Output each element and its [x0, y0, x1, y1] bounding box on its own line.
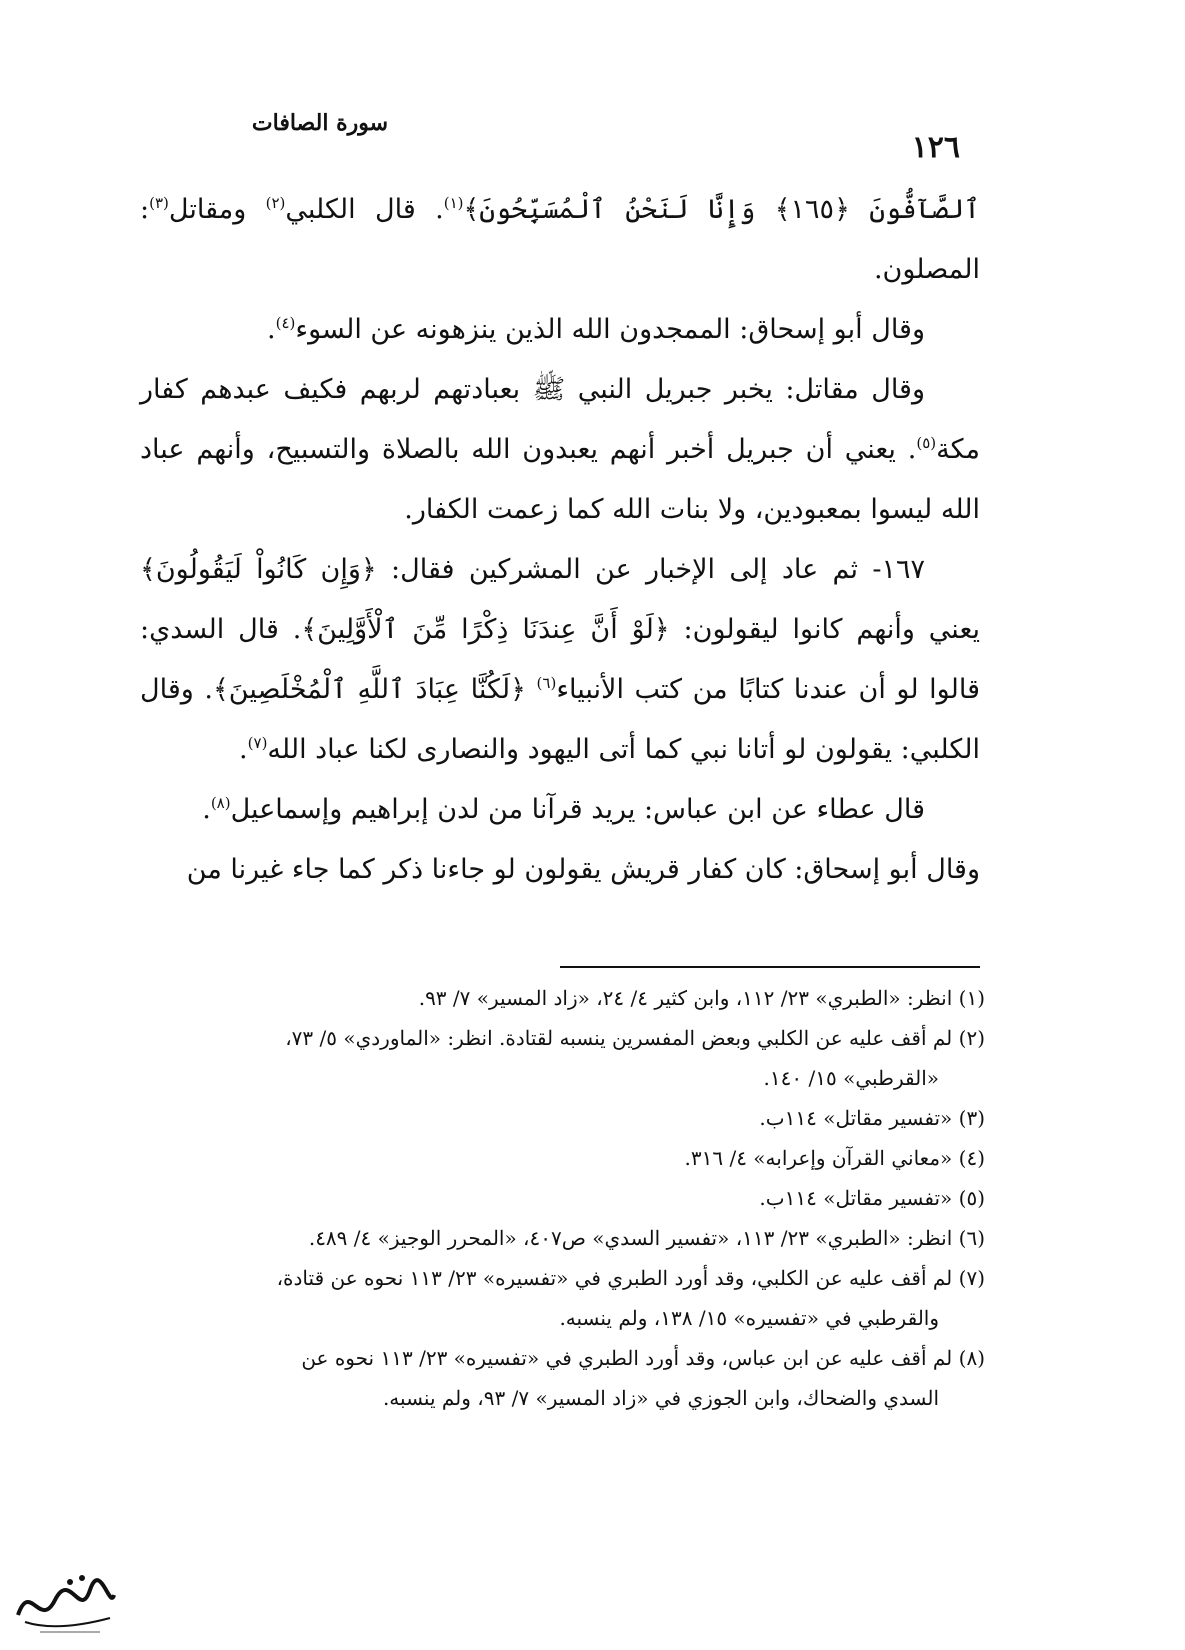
footnote-ref: (١): [443, 194, 464, 212]
text-span: .: [239, 734, 248, 765]
footnote-6: (٦) انظر: «الطبري» ٢٣/ ١١٣، «تفسير السدي» ص٤٠٧، «المحرر الوجيز» ٤/ ٤٨٩.: [308, 1226, 985, 1250]
footnote-4: (٤) «معاني القرآن وإعرابه» ٤/ ٣١٦.: [684, 1146, 985, 1170]
paragraph-6: [140, 840, 980, 900]
footnote-ref: (٧): [247, 734, 268, 752]
text-span: وقال أبو إسحاق: كان كفار قريش يقولون لو جاءنا ذكر كما جاء غيرنا من: [186, 854, 980, 885]
footnote-8: (٨) لم أقف عليه عن ابن عباس، وقد أورد الطبري في «تفسيره» ٢٣/ ١١٣ نحوه عن: [301, 1346, 985, 1370]
footnote-1: (١) انظر: «الطبري» ٢٣/ ١١٢، وابن كثير ٤/ ٢٤، «زاد المسير» ٧/ ٩٣.: [418, 986, 985, 1010]
paragraph-1: [140, 180, 980, 300]
footnote-3: (٣) «تفسير مقاتل» ١١٤ب.: [759, 1106, 985, 1130]
quran-verse: ٱلصَّآفُّونَ ﴿١٦٥﴾ وَإِنَّا لَنَحْنُ ٱلْمُسَبِّحُونَ﴾: [463, 194, 980, 225]
quran-verse: ﴿وَإِن كَانُواْ لَيَقُولُونَ﴾: [140, 554, 377, 585]
footnote-separator: [560, 966, 980, 968]
footnotes: [135, 978, 985, 1418]
footnote-5: (٥) «تفسير مقاتل» ١١٤ب.: [759, 1186, 985, 1210]
quran-verse: ﴿لَكُنَّا عِبَادَ ٱللَّهِ ٱلْمُخْلَصِينَ﴾: [212, 674, 537, 705]
text-span: . يعني أن جبريل أخبر أنهم يعبدون الله بالصلاة والتسبيح، وأنهم عباد الله ليسوا بمعبودين، ولا بنات الله كما زعمت الكفار.: [140, 434, 980, 525]
footnote-7-cont: والقرطبي في «تفسيره» ١٥/ ١٣٨، ولم ينسبه.: [559, 1306, 939, 1330]
footnote-ref: (٣): [149, 194, 169, 212]
footnote-ref: (٦): [536, 674, 557, 692]
footnote-2: (٢) لم أقف عليه عن الكلبي وبعض المفسرين ينسبه لقتادة. انظر: «الماوردي» ٥/ ٧٣،: [285, 1026, 985, 1050]
text-span: : المصلون.: [140, 194, 980, 285]
footnote-7: (٧) لم أقف عليه عن الكلبي، وقد أورد الطبري في «تفسيره» ٢٣/ ١١٣ نحوه عن قتادة،: [276, 1266, 985, 1290]
text-span: . قال السدي: قالوا لو أن عندنا كتابًا من كتب الأنبياء: [140, 614, 980, 705]
quran-verse: ﴿لَوْ أَنَّ عِندَنَا ذِكْرًا مِّنَ ٱلْأَوَّلِينَ﴾: [301, 614, 670, 645]
paragraph-3: [140, 360, 980, 540]
running-title: سورة الصافات: [251, 110, 389, 136]
paragraph-5: [140, 780, 980, 840]
publisher-calligraphy-logo-icon: [10, 1560, 120, 1640]
footnote-2-cont: «القرطبي» ١٥/ ١٤٠.: [763, 1066, 939, 1090]
footnote-ref: (٢): [265, 194, 286, 212]
main-text: [140, 180, 980, 900]
paragraph-4: [140, 540, 980, 780]
footnote-ref: (٨): [210, 794, 231, 812]
text-span: وقال أبو إسحاق: الممجدون الله الذين ينزهونه عن السوء: [295, 314, 925, 345]
text-span: . وقال الكلبي: يقولون لو أتانا نبي كما أتى اليهود والنصارى لكنا عباد الله: [140, 674, 980, 765]
paragraph-2: وقال أبو إسحاق: الممجدون الله الذين ينزهونه عن السوء$^{(٤)}$.: [267, 314, 925, 345]
text-span: ومقاتل: [168, 194, 266, 225]
footnote-8-cont: السدي والضحاك، وابن الجوزي في «زاد المسير» ٧/ ٩٣، ولم ينسبه.: [382, 1386, 939, 1410]
text-span: . قال الكلبي: [285, 194, 444, 225]
logo-svg: [10, 1560, 120, 1640]
text-span: يعني وأنهم كانوا ليقولون:: [669, 614, 980, 645]
text-span: قال عطاء عن ابن عباس: يريد قرآنا من لدن إبراهيم وإسماعيل: [230, 794, 925, 825]
footnote-ref: (٤): [275, 314, 296, 332]
text-span: .: [202, 794, 211, 825]
text-span: وقال مقاتل: يخبر جبريل النبي ﷺ بعبادتهم لربهم فكيف عبدهم كفار مكة: [140, 374, 980, 465]
text-span: ١٦٧- ثم عاد إلى الإخبار عن المشركين فقال:: [376, 554, 925, 585]
page-number: ١٢٦: [911, 130, 960, 165]
footnote-ref: (٥): [916, 434, 937, 452]
